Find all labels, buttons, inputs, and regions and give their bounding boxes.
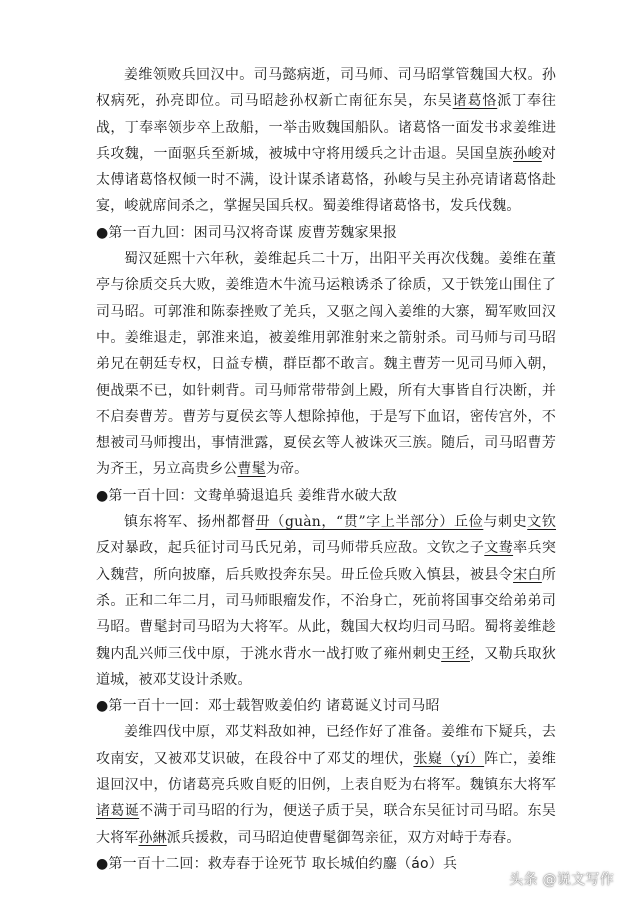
chapter-heading-112: ●第一百十二回：救寿春于诠死节 取长城伯约鏖（áo）兵 xyxy=(96,855,458,872)
paragraph-4: 姜维四伐中原，邓艾料敌如神，已经作好了准备。姜维布下疑兵，去攻南安，又被邓艾识破，在段谷中了邓艾的埋伏，张嶷（yí）阵亡，姜维退回汉中，仿诸葛亮兵败自贬的旧例，上表自贬为右将军。魏镇东大将军诸葛诞不满于司马昭的行为，便送子质于吴，联合东吴征讨司马昭。东吴大将军孙綝派兵援救，司马昭迫使曹髦御驾亲征，双方对峙于寿春。 xyxy=(96,724,556,846)
watermark: 头条 @说文写作 xyxy=(509,872,614,888)
underlined-name: 诸葛恪 xyxy=(452,93,498,110)
underlined-name: 曹髦 xyxy=(237,461,266,478)
document-body xyxy=(96,62,556,877)
paragraph-3: 镇东将军、扬州都督毌（guàn，“贯”字上半部分）丘俭与刺史文钦反对暴政，起兵征讨司马氏兄弟，司马师带兵应敌。文钦之子文鸯率兵突入魏营，所向披靡，后兵败投奔东吴。毌丘俭兵败入慎县，被县令宋白所杀。正和二年二月，司马师眼瘤发作，不治身亡，死前将国事交给弟弟司马昭。曹髦封司马昭为大将军。从此，魏国大权均归司马昭。蜀将姜维趁魏内乱兴师三伐中原，于洮水背水一战打败了雍州刺史王经，又勒兵取狄道城，被邓艾设计杀败。 xyxy=(96,514,557,688)
paragraph-2: 蜀汉延熙十六年秋，姜维起兵二十万，出阳平关再次伐魏。姜维在董亭与徐质交兵大败，姜维造木牛流马运粮诱杀了徐质，又于铁笼山围住了司马昭。可郭淮和陈泰挫败了羌兵，又驱之闯入姜维的大寨，蜀军败回汉中。姜维退走，郭淮来追，被姜维用郭淮射来之箭射杀。司马师与司马昭弟兄在朝廷专权，日益专横，群臣都不敢言。魏主曹芳一见司马师入朝，便战栗不已，如针刺背。司马师常带带剑上殿，所有大事皆自行决断，并不启奏曹芳。曹芳与夏侯玄等人想除掉他，于是写下血诏，密传宫外，不想被司马师搜出，事情泄露，夏侯玄等人被诛灭三族。随后，司马昭曹芳为齐王，另立高贵乡公曹髦为帝。 xyxy=(96,251,556,478)
underlined-name: 张嶷（yí） xyxy=(413,750,485,767)
underlined-name: 文钦 xyxy=(527,514,557,531)
underlined-name: 毌（guàn，“贯”字上半部分）丘俭 xyxy=(255,514,484,531)
chapter-heading-109: ●第一百九回：困司马汉将奇谋 废曹芳魏家果报 xyxy=(96,224,398,241)
underlined-name: 宋白 xyxy=(513,566,542,583)
underlined-name: 王经 xyxy=(441,645,470,662)
underlined-name: 孙峻 xyxy=(513,145,542,162)
underlined-name: 文鸯 xyxy=(484,540,514,557)
underlined-name: 孙綝 xyxy=(138,829,167,846)
underlined-name: 诸葛诞 xyxy=(96,803,140,820)
paragraph-1: 姜维领败兵回汉中。司马懿病逝，司马师、司马昭掌管魏国大权。孙权病死，孙亮即位。司马昭趁孙权新亡南征东吴，东吴诸葛恪派丁奉往战，丁奉率领步卒上敌船，一举击败魏国船队。诸葛恪一面发书求姜维进兵攻魏，一面驱兵至新城，被城中守将用缓兵之计击退。吴国皇族孙峻对太傅诸葛恪权倾一时不满，设计谋杀诸葛恪，孙峻与吴主孙亮请诸葛恪赴宴，峻就席间杀之，掌握吴国兵权。蜀姜维得诸葛恪书，发兵伐魏。 xyxy=(96,67,556,215)
chapter-heading-111: ●第一百十一回：邓士载智败姜伯约 诸葛诞义讨司马昭 xyxy=(96,698,440,715)
chapter-heading-110: ●第一百十回：文鸯单骑退追兵 姜维背水破大敌 xyxy=(96,487,398,504)
